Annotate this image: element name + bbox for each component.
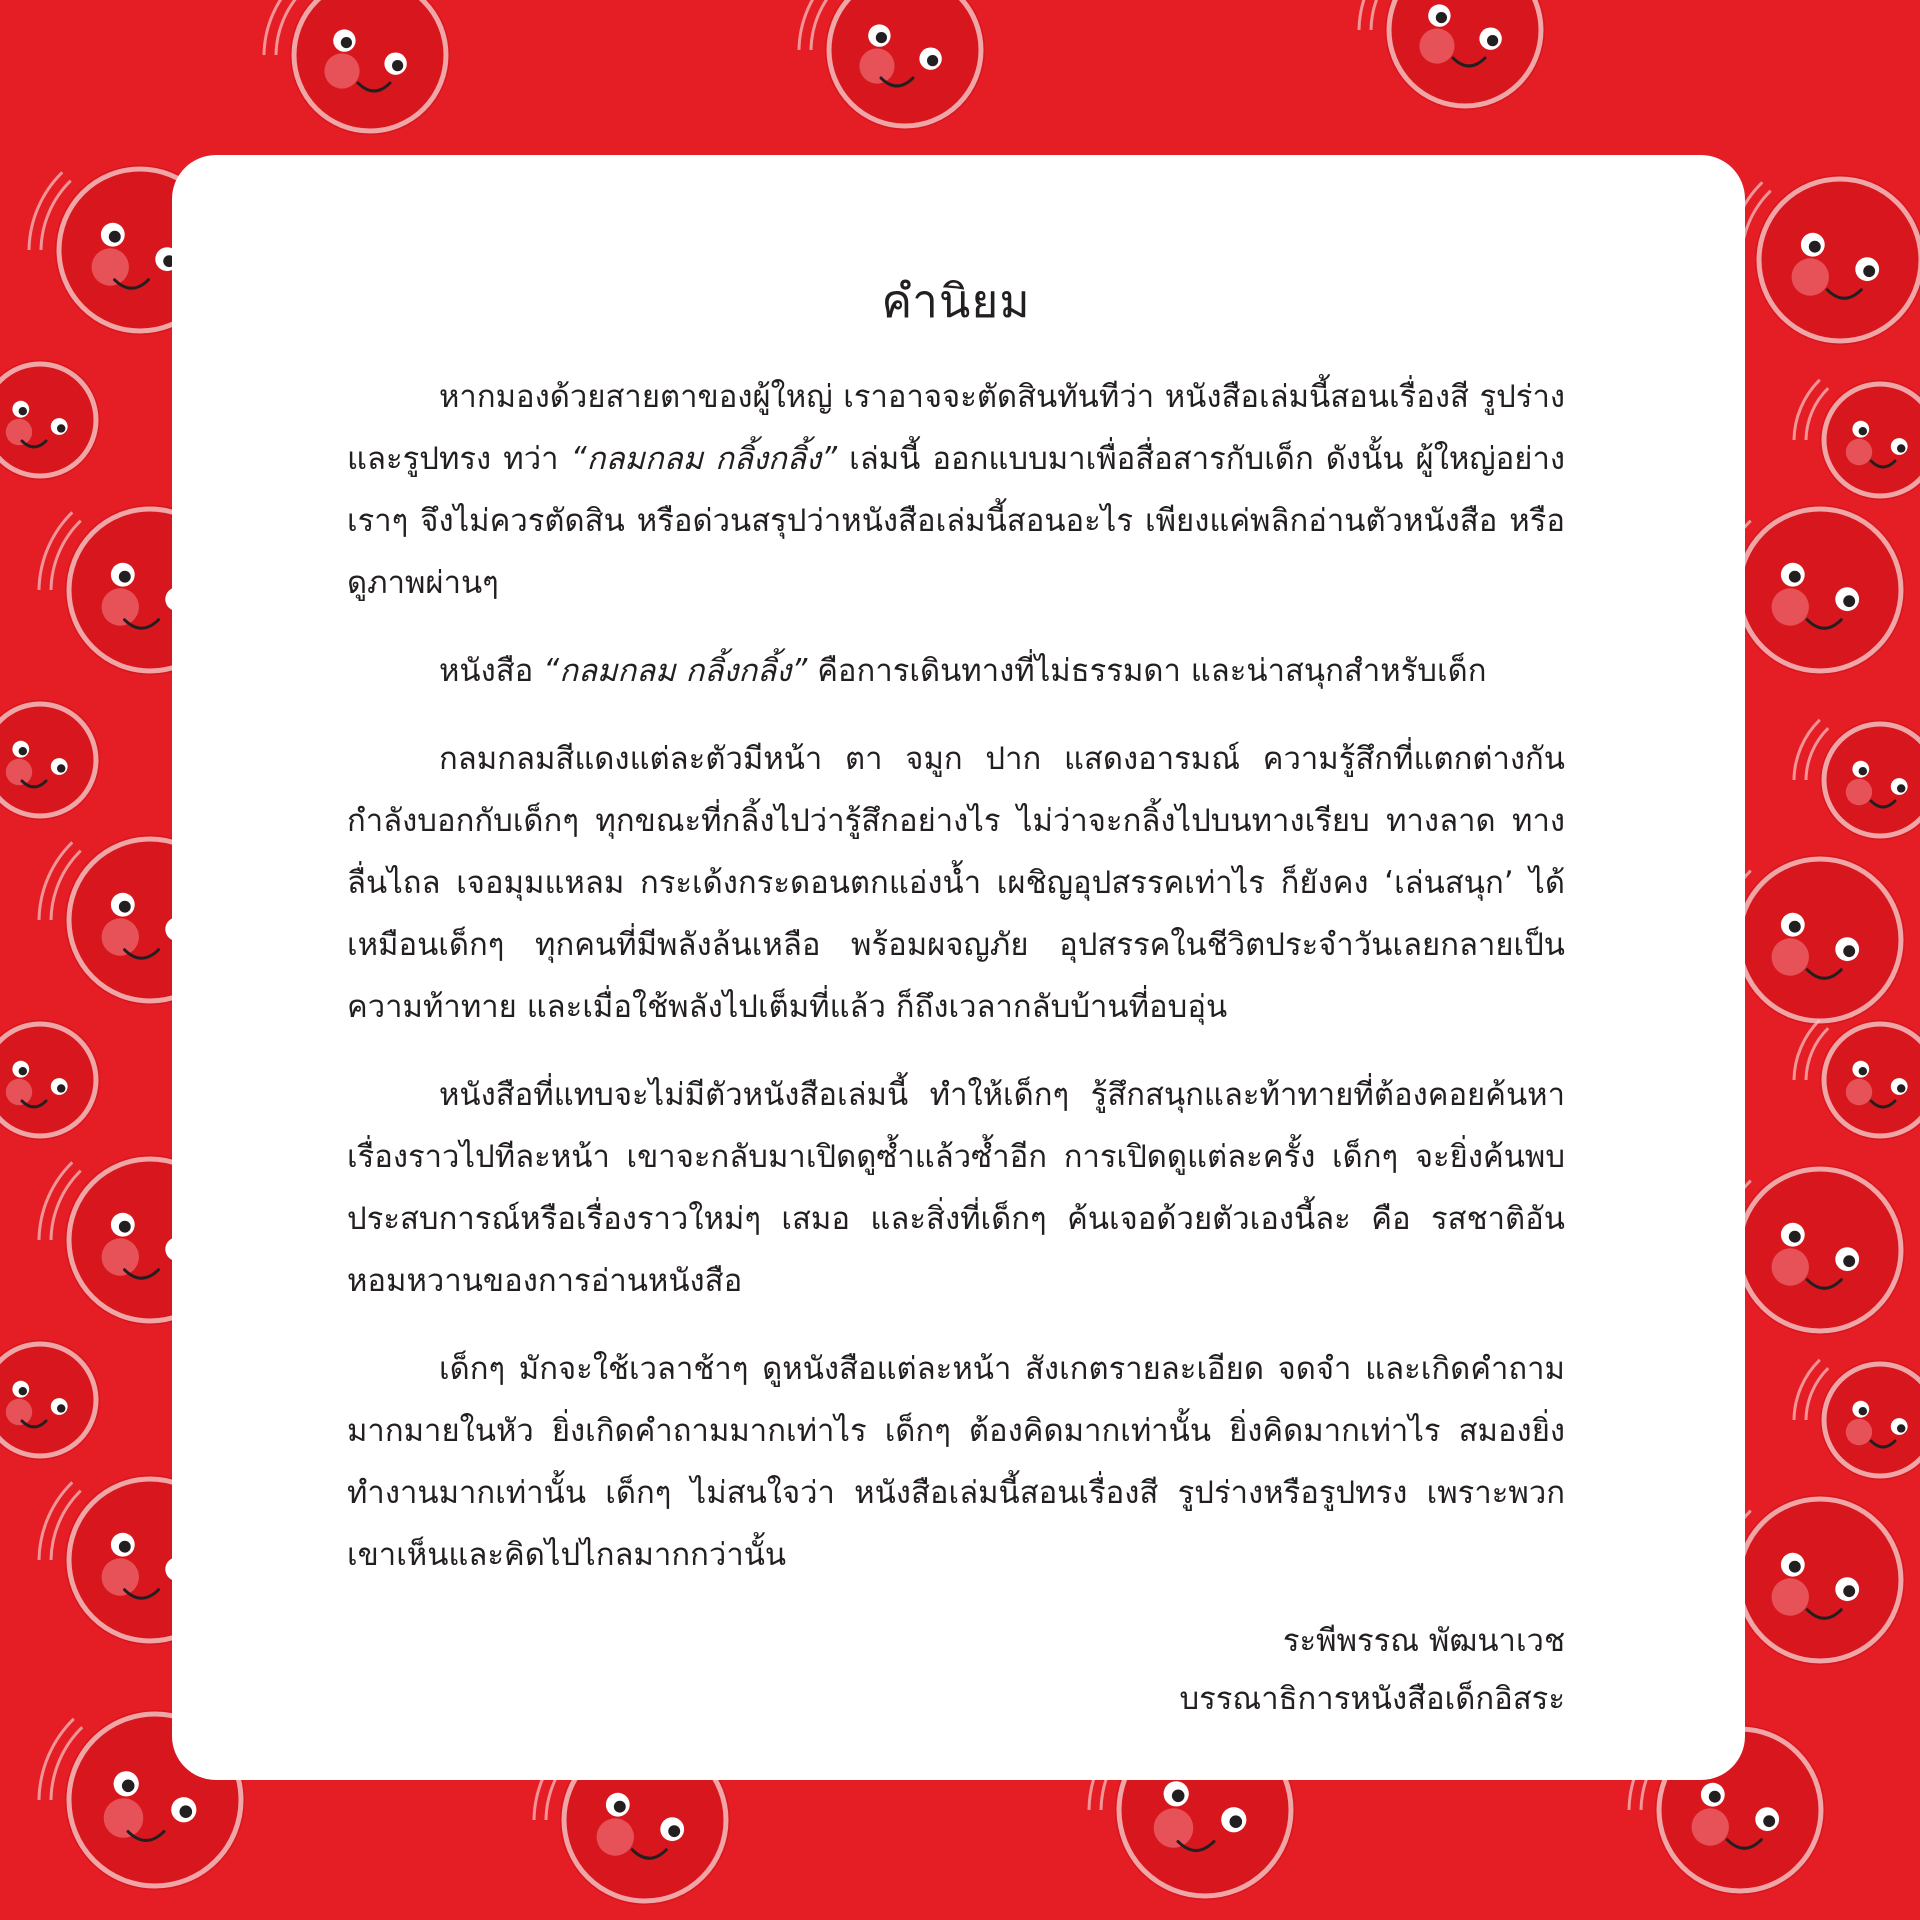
book-title-italic: “กลมกลม กลิ้งกลิ้ง”	[543, 653, 808, 689]
smiling-ball-icon	[0, 1020, 100, 1140]
smiling-ball-icon	[0, 1340, 100, 1460]
signature-role: บรรณาธิการหนังสือเด็กอิสระ	[1179, 1681, 1565, 1717]
signature-name: ระพีพรรณ พัฒนาเวช	[1282, 1623, 1565, 1659]
smiling-ball-icon	[1359, 0, 1545, 110]
paragraph-2: หนังสือ “กลมกลม กลิ้งกลิ้ง” คือการเดินทางที่ไม่ธรรมดา และน่าสนุกสำหรับเด็ก	[439, 653, 1487, 689]
paragraph-4: หนังสือที่แทบจะไม่มีตัวหนังสือเล่มนี้ ทำให้เด็กๆ รู้สึกสนุกและท้าทายที่ต้องคอยค้นหาเรื่องราวไปทีละหน้า เขาจะกลับมาเปิดดูซ้ำแล้วซ้ำอีก การเปิดดูแต่ละครั้ง เด็กๆ จะยิ่งค้นพบประสบการณ์หรือเรื่องราวใหม่ๆ เสมอ และสิ่งที่เด็กๆ ค้นเจอด้วยตัวเองนี้ละ คือ รสชาติอันหอมหวานของการอ่านหนังสือ	[347, 1077, 1565, 1299]
foreword-card	[172, 155, 1745, 1780]
smiling-ball-icon	[1794, 1020, 1920, 1140]
signature-block	[347, 1612, 1565, 1728]
smiling-ball-icon	[0, 360, 100, 480]
paragraph-3: กลมกลมสีแดงแต่ละตัวมีหน้า ตา จมูก ปาก แสดงอารมณ์ ความรู้สึกที่แตกต่างกัน กำลังบอกกับเด็กๆ ทุกขณะที่กลิ้งไปว่ารู้สึกอย่างไร ไม่ว่าจะกลิ้งไปบนทางเรียบ ทางลาด ทางลื่นไถล เจอมุมแหลม กระเด้งกระดอนตกแอ่งน้ำ เผชิญอุปสรรคเท่าไร ก็ยังคง ‘เล่นสนุก’ ได้ เหมือนเด็กๆ ทุกคนที่มีพลังล้นเหลือ พร้อมผจญภัย อุปสรรคในชีวิตประจำวันเลยกลายเป็นความท้าทาย และเมื่อใช้พลังไปเต็มที่แล้ว ก็ถึงเวลากลับบ้านที่อบอุ่น	[347, 741, 1565, 1025]
page-title: คำนิยม	[881, 274, 1031, 328]
paragraph-5: เด็กๆ มักจะใช้เวลาช้าๆ ดูหนังสือแต่ละหน้า สังเกตรายละเอียด จดจำ และเกิดคำถามมากมายในหัว ยิ่งเกิดคำถามมากเท่าไร เด็กๆ ต้องคิดมากเท่านั้น ยิ่งคิดมากเท่าไร สมองยิ่งทำงานมากเท่านั้น เด็กๆ ไม่สนใจว่า หนังสือเล่มนี้สอนเรื่องสี รูปร่างหรือรูปทรง เพราะพวกเขาเห็นและคิดไปไกลมากกว่านั้น	[347, 1351, 1565, 1573]
smiling-ball-icon	[1794, 1360, 1920, 1480]
smiling-ball-icon	[264, 0, 450, 135]
smiling-ball-icon	[799, 0, 985, 130]
book-title-italic: “กลมกลม กลิ้งกลิ้ง”	[570, 441, 838, 477]
smiling-ball-icon	[1794, 720, 1920, 840]
paragraph-1: หากมองด้วยสายตาของผู้ใหญ่ เราอาจจะตัดสินทันทีว่า หนังสือเล่มนี้สอนเรื่องสี รูปร่างและรูปทรง ทว่า “กลมกลม กลิ้งกลิ้ง” เล่มนี้ ออกแบบมาเพื่อสื่อสารกับเด็ก ดังนั้น ผู้ใหญ่อย่างเราๆ จึงไม่ควรตัดสิน หรือด่วนสรุปว่าหนังสือเล่มนี้สอนอะไร เพียงแค่พลิกอ่านตัวหนังสือ หรือดูภาพผ่านๆ	[347, 379, 1566, 601]
smiling-ball-icon	[1794, 380, 1920, 500]
smiling-ball-icon	[0, 700, 100, 820]
smiling-ball-icon	[1729, 175, 1920, 345]
